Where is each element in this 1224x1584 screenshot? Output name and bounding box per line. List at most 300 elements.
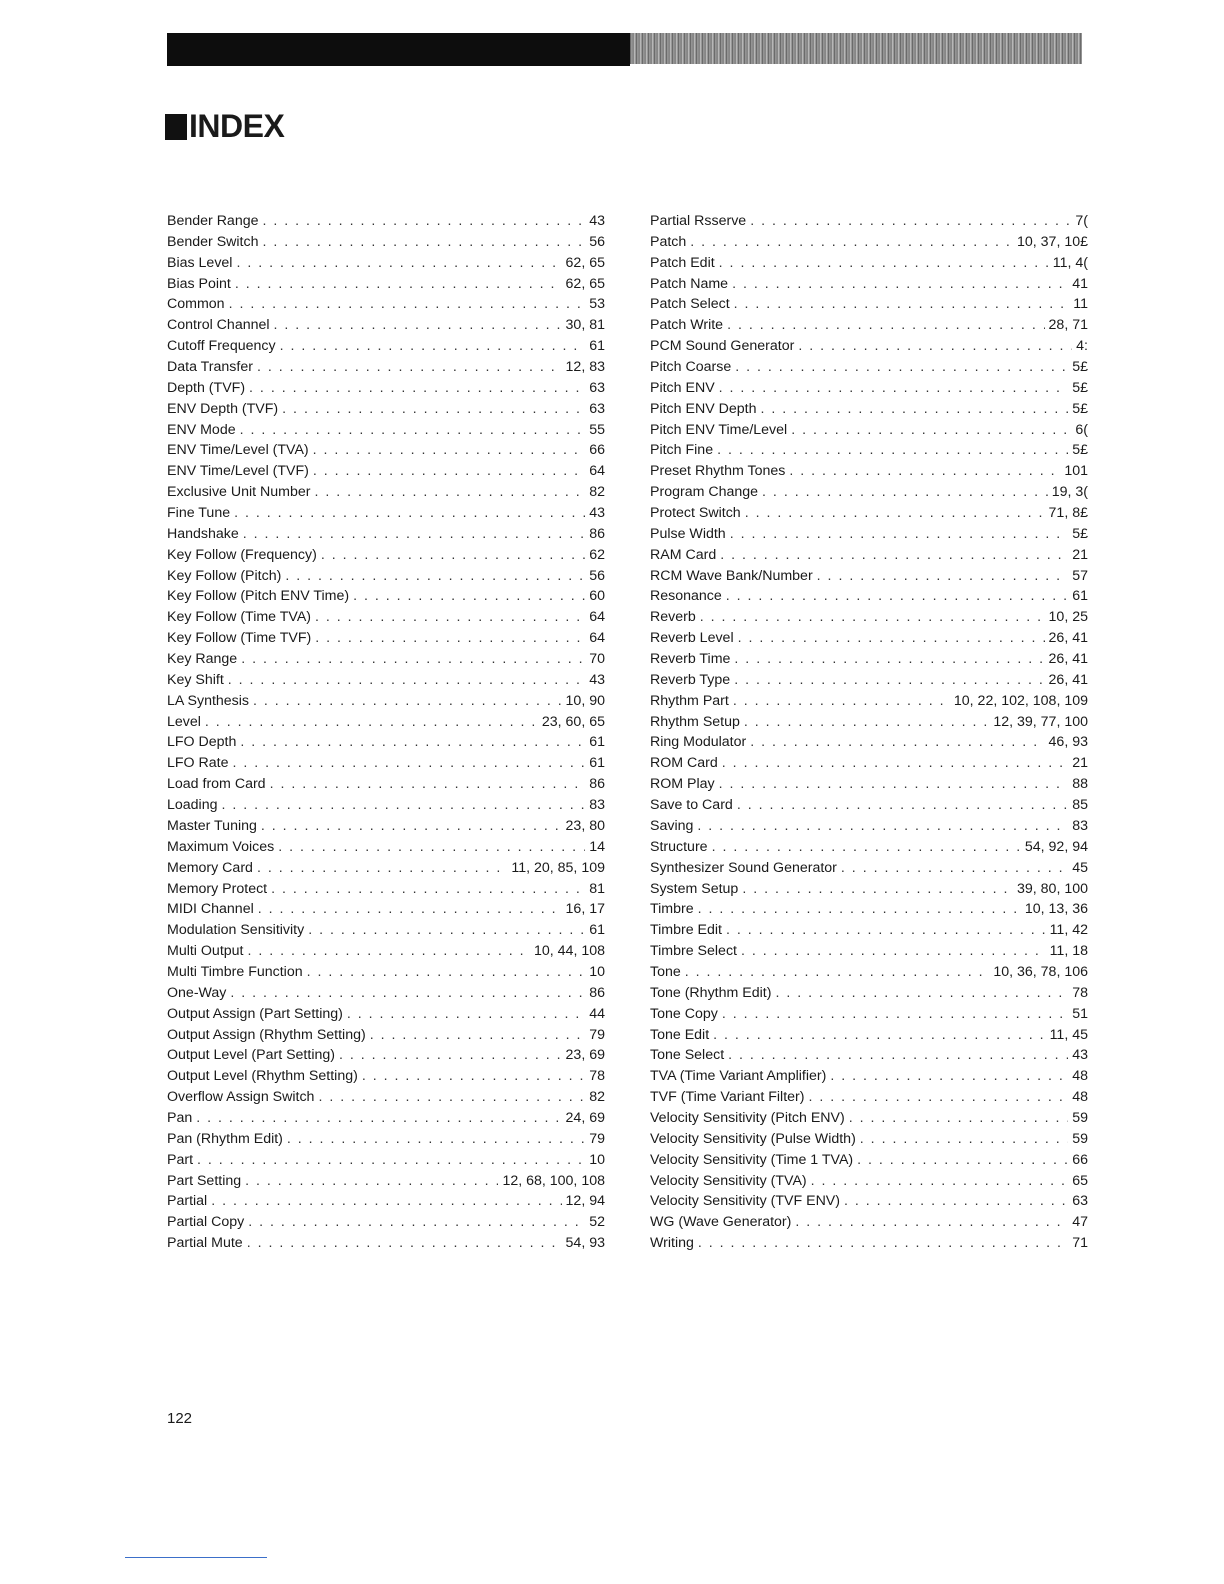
index-entry xyxy=(167,670,605,691)
index-entry xyxy=(167,941,605,962)
index-entry xyxy=(167,1212,605,1233)
index-term: Bender Range xyxy=(167,213,259,229)
index-pages: 10, 13, 36 xyxy=(1024,901,1088,918)
dot-leader xyxy=(353,586,585,607)
index-pages: 5£ xyxy=(1072,359,1088,376)
index-pages: 53 xyxy=(589,296,605,313)
index-pages: 78 xyxy=(1072,984,1088,1001)
dot-leader xyxy=(339,1045,562,1066)
index-entry xyxy=(167,1191,605,1212)
index-pages: 88 xyxy=(1072,776,1088,793)
index-term: Preset Rhythm Tones xyxy=(650,463,786,480)
index-term: Tone xyxy=(650,963,681,980)
index-term: Pitch ENV Depth xyxy=(650,400,757,417)
index-term: Patch xyxy=(650,233,687,250)
index-pages: 21 xyxy=(1072,546,1088,563)
dot-leader xyxy=(737,795,1068,816)
index-entry xyxy=(650,1150,1088,1171)
index-entry xyxy=(167,628,605,649)
index-entry xyxy=(167,461,605,482)
index-pages: 54, 92, 94 xyxy=(1024,838,1088,855)
index-pages: 23, 60, 65 xyxy=(541,713,605,730)
dot-leader xyxy=(700,607,1045,628)
dot-leader xyxy=(307,962,586,983)
index-entry xyxy=(167,524,605,545)
dot-leader xyxy=(318,1087,585,1108)
index-entry xyxy=(167,1108,605,1129)
index-pages: 86 xyxy=(589,525,605,542)
index-entry xyxy=(167,732,605,753)
index-term: ENV Time/Level (TVF) xyxy=(167,463,309,480)
index-pages: 11, 20, 85, 109 xyxy=(511,859,605,876)
index-term: Pulse Width xyxy=(650,525,726,542)
dot-leader xyxy=(760,399,1068,420)
index-term: Writing xyxy=(650,1235,694,1252)
index-term: Structure xyxy=(650,838,708,855)
index-pages: 48 xyxy=(1072,1089,1088,1106)
index-pages: 5£ xyxy=(1072,525,1088,542)
index-pages: 86 xyxy=(589,984,605,1001)
dot-leader xyxy=(734,294,1070,315)
index-pages: 48 xyxy=(1072,1068,1088,1085)
index-term: Partial Mute xyxy=(167,1235,243,1252)
index-pages: 83 xyxy=(589,797,605,814)
index-entry xyxy=(650,899,1088,920)
index-term: Bias Level xyxy=(167,254,233,271)
index-entry xyxy=(167,1129,605,1150)
index-entry xyxy=(650,1171,1088,1192)
index-entry xyxy=(650,336,1088,357)
index-entry xyxy=(650,1087,1088,1108)
index-term: LFO Rate xyxy=(167,755,229,772)
dot-leader xyxy=(270,774,586,795)
dot-leader xyxy=(240,420,586,441)
index-pages: 66 xyxy=(1072,1151,1088,1168)
dot-leader xyxy=(280,336,586,357)
index-entry xyxy=(650,586,1088,607)
dot-leader xyxy=(228,670,585,691)
dot-leader xyxy=(728,1045,1068,1066)
index-pages: 64 xyxy=(589,463,605,480)
index-pages: 12, 39, 77, 100 xyxy=(993,713,1088,730)
index-entry xyxy=(167,983,605,1004)
index-term: Master Tuning xyxy=(167,817,257,834)
dot-leader xyxy=(263,211,586,232)
index-pages: 55 xyxy=(589,421,605,438)
index-entry xyxy=(167,774,605,795)
dot-leader xyxy=(308,920,585,941)
index-term: Output Assign (Part Setting) xyxy=(167,1005,343,1022)
index-term: Rhythm Setup xyxy=(650,713,740,730)
index-pages: 82 xyxy=(589,484,605,501)
index-term: ENV Time/Level (TVA) xyxy=(167,442,309,459)
index-entry xyxy=(650,879,1088,900)
index-term: Synthesizer Sound Generator xyxy=(650,859,837,876)
index-term: Part xyxy=(167,1151,194,1168)
index-pages: 10 xyxy=(589,963,605,980)
index-term: Timbre Edit xyxy=(650,922,723,939)
dot-leader xyxy=(274,315,562,336)
index-pages: 63 xyxy=(589,379,605,396)
dot-leader xyxy=(730,524,1069,545)
index-pages: 82 xyxy=(589,1089,605,1106)
index-term: TVA (Time Variant Amplifier) xyxy=(650,1068,827,1085)
index-term: Bias Point xyxy=(167,275,231,292)
index-term: Loading xyxy=(167,797,218,814)
index-entry xyxy=(650,837,1088,858)
dot-leader xyxy=(720,545,1068,566)
page-title-text: INDEX xyxy=(189,108,285,144)
index-column-left xyxy=(167,211,605,1254)
page-title xyxy=(165,108,284,145)
dot-leader xyxy=(734,670,1044,691)
index-pages: 62 xyxy=(589,546,605,563)
index-pages: 12, 94 xyxy=(565,1193,605,1210)
index-entry xyxy=(167,566,605,587)
index-entry xyxy=(650,732,1088,753)
index-entry xyxy=(650,649,1088,670)
index-term: Data Transfer xyxy=(167,359,253,376)
index-pages: 46, 93 xyxy=(1048,734,1088,751)
index-term: Program Change xyxy=(650,484,759,501)
index-term: Key Follow (Pitch ENV Time) xyxy=(167,588,350,605)
index-pages: 26, 41 xyxy=(1048,651,1088,668)
dot-leader xyxy=(347,1004,585,1025)
index-pages: 81 xyxy=(589,880,605,897)
index-entry xyxy=(167,1025,605,1046)
index-term: Level xyxy=(167,713,201,730)
index-pages: 56 xyxy=(589,233,605,250)
dot-leader xyxy=(860,1129,1068,1150)
index-term: Protect Switch xyxy=(650,505,741,522)
dot-leader xyxy=(742,879,1013,900)
index-pages: 5£ xyxy=(1072,442,1088,459)
index-pages: 59 xyxy=(1072,1130,1088,1147)
dot-leader xyxy=(762,482,1048,503)
index-pages: 71 xyxy=(1072,1235,1088,1252)
index-term: Velocity Sensitivity (Pitch ENV) xyxy=(650,1109,845,1126)
header-bar xyxy=(167,33,630,66)
dot-leader xyxy=(712,837,1021,858)
dot-leader xyxy=(233,753,586,774)
index-entry xyxy=(167,649,605,670)
dot-leader xyxy=(262,232,585,253)
dot-leader xyxy=(258,899,562,920)
index-term: Output Level (Rhythm Setting) xyxy=(167,1068,358,1085)
index-entry xyxy=(167,607,605,628)
dot-leader xyxy=(313,461,585,482)
index-entry xyxy=(650,524,1088,545)
index-entry xyxy=(650,607,1088,628)
index-pages: 60 xyxy=(589,588,605,605)
index-entry xyxy=(167,712,605,733)
index-entry xyxy=(650,232,1088,253)
index-pages: 11, 42 xyxy=(1049,922,1088,939)
dot-leader xyxy=(795,1212,1068,1233)
dot-leader xyxy=(315,482,586,503)
dot-leader xyxy=(243,524,585,545)
index-term: Pan (Rhythm Edit) xyxy=(167,1130,283,1147)
index-entry xyxy=(650,294,1088,315)
index-term: Reverb xyxy=(650,609,696,626)
index-pages: 64 xyxy=(589,630,605,647)
index-pages: 10 xyxy=(589,1151,605,1168)
index-entry xyxy=(167,315,605,336)
dot-leader xyxy=(205,712,538,733)
index-entry xyxy=(167,858,605,879)
dot-leader xyxy=(857,1150,1068,1171)
index-entry xyxy=(650,1045,1088,1066)
index-term: Pan xyxy=(167,1109,193,1126)
index-entry xyxy=(167,336,605,357)
index-term: Resonance xyxy=(650,588,722,605)
dot-leader xyxy=(257,858,507,879)
index-entry xyxy=(650,420,1088,441)
index-entry xyxy=(650,503,1088,524)
index-entry xyxy=(167,1004,605,1025)
index-entry xyxy=(167,482,605,503)
index-entry xyxy=(650,1191,1088,1212)
index-pages: 83 xyxy=(1072,817,1088,834)
index-entry xyxy=(167,920,605,941)
index-pages: 12, 83 xyxy=(565,359,605,376)
index-term: Save to Card xyxy=(650,797,733,814)
dot-leader xyxy=(817,566,1069,587)
index-entry xyxy=(167,1150,605,1171)
index-entry xyxy=(167,816,605,837)
index-pages: 5£ xyxy=(1072,400,1088,417)
index-entry xyxy=(650,1066,1088,1087)
dot-leader xyxy=(713,1025,1045,1046)
index-pages: 66 xyxy=(589,442,605,459)
index-pages: 86 xyxy=(589,776,605,793)
dot-leader xyxy=(841,858,1068,879)
index-entry xyxy=(167,294,605,315)
index-entry xyxy=(167,545,605,566)
dot-leader xyxy=(726,920,1046,941)
index-pages: 45 xyxy=(1072,859,1088,876)
index-pages: 10, 25 xyxy=(1048,609,1088,626)
index-entry xyxy=(167,879,605,900)
index-term: Fine Tune xyxy=(167,505,231,522)
dot-leader xyxy=(261,816,562,837)
index-term: Cutoff Frequency xyxy=(167,338,276,355)
index-pages: 10, 90 xyxy=(565,692,605,709)
index-term: Key Follow (Pitch) xyxy=(167,567,282,584)
index-term: Multi Output xyxy=(167,943,244,960)
index-entry xyxy=(167,1171,605,1192)
index-term: Tone Edit xyxy=(650,1026,710,1043)
dot-leader xyxy=(849,1108,1068,1129)
index-term: One-Way xyxy=(167,984,227,1001)
index-pages: 39, 80, 100 xyxy=(1017,880,1088,897)
index-entry xyxy=(167,399,605,420)
dot-leader xyxy=(313,440,586,461)
index-pages: 26, 41 xyxy=(1048,630,1088,647)
dot-leader xyxy=(727,315,1044,336)
index-pages: 41 xyxy=(1072,275,1088,292)
dot-leader xyxy=(235,274,562,295)
dot-leader xyxy=(236,253,561,274)
index-term: ENV Depth (TVF) xyxy=(167,400,279,417)
index-pages: 16, 17 xyxy=(565,901,605,918)
index-entry xyxy=(650,1129,1088,1150)
dot-leader xyxy=(197,1150,585,1171)
index-pages: 61 xyxy=(589,734,605,751)
dot-leader xyxy=(697,816,1068,837)
index-term: Partial Copy xyxy=(167,1214,245,1231)
index-term: Pitch ENV xyxy=(650,379,715,396)
index-entry xyxy=(167,274,605,295)
index-pages: 19, 3( xyxy=(1051,484,1088,501)
index-term: Saving xyxy=(650,817,694,834)
index-term: Load from Card xyxy=(167,776,266,793)
dot-leader xyxy=(362,1066,585,1087)
index-entry xyxy=(650,1004,1088,1025)
dot-leader xyxy=(809,1087,1069,1108)
index-pages: 61 xyxy=(589,922,605,939)
index-pages: 23, 80 xyxy=(565,817,605,834)
index-entry xyxy=(650,1212,1088,1233)
index-entry xyxy=(167,1045,605,1066)
index-term: Overflow Assign Switch xyxy=(167,1089,315,1106)
index-term: Patch Edit xyxy=(650,254,715,271)
index-entry xyxy=(650,920,1088,941)
index-entry xyxy=(167,691,605,712)
index-pages: 11, 4( xyxy=(1052,254,1088,271)
index-entry xyxy=(650,983,1088,1004)
index-pages: 54, 93 xyxy=(565,1235,605,1252)
dot-leader xyxy=(722,753,1068,774)
index-term: Memory Card xyxy=(167,859,253,876)
index-term: Control Channel xyxy=(167,317,270,334)
index-entry xyxy=(167,1233,605,1254)
index-term: Exclusive Unit Number xyxy=(167,484,311,501)
dot-leader xyxy=(690,232,1013,253)
index-pages: 61 xyxy=(589,755,605,772)
index-pages: 11, 45 xyxy=(1049,1026,1088,1043)
dot-leader xyxy=(247,1233,562,1254)
dot-leader xyxy=(196,1108,561,1129)
dot-leader xyxy=(241,649,585,670)
index-term: Common xyxy=(167,296,225,313)
dot-leader xyxy=(321,545,585,566)
index-pages: 43 xyxy=(589,505,605,522)
index-entry xyxy=(650,274,1088,295)
index-term: Patch Select xyxy=(650,296,730,313)
dot-leader xyxy=(719,378,1069,399)
index-entry xyxy=(650,1108,1088,1129)
index-term: Bender Switch xyxy=(167,233,259,250)
dot-leader xyxy=(744,712,989,733)
index-entry xyxy=(650,378,1088,399)
index-entry xyxy=(650,1233,1088,1254)
index-term: Key Range xyxy=(167,651,238,668)
index-term: Patch Write xyxy=(650,317,724,334)
index-entry xyxy=(650,816,1088,837)
index-pages: 61 xyxy=(589,338,605,355)
dot-leader xyxy=(719,253,1049,274)
dot-leader xyxy=(229,294,586,315)
index-term: Output Assign (Rhythm Setting) xyxy=(167,1026,366,1043)
dot-leader xyxy=(315,607,585,628)
dot-leader xyxy=(750,211,1071,232)
index-term: Pitch Coarse xyxy=(650,359,732,376)
index-pages: 63 xyxy=(589,400,605,417)
index-term: RAM Card xyxy=(650,546,717,563)
dot-leader xyxy=(732,274,1068,295)
index-pages: 10, 37, 10£ xyxy=(1017,233,1088,250)
index-term: ENV Mode xyxy=(167,421,236,438)
index-entry xyxy=(650,253,1088,274)
dot-leader xyxy=(253,691,562,712)
index-pages: 44 xyxy=(589,1005,605,1022)
index-pages: 65 xyxy=(1072,1172,1088,1189)
index-entry xyxy=(650,315,1088,336)
dot-leader xyxy=(717,440,1068,461)
dot-leader xyxy=(271,879,585,900)
dot-leader xyxy=(789,461,1060,482)
dot-leader xyxy=(750,732,1044,753)
index-term: ROM Play xyxy=(650,776,715,793)
dot-leader xyxy=(741,941,1046,962)
index-entry xyxy=(167,837,605,858)
index-entry xyxy=(650,440,1088,461)
index-pages: 47 xyxy=(1072,1214,1088,1231)
index-pages: 62, 65 xyxy=(565,275,605,292)
index-entry xyxy=(167,253,605,274)
index-term: Reverb Type xyxy=(650,671,731,688)
index-term: Velocity Sensitivity (TVF ENV) xyxy=(650,1193,840,1210)
index-term: Partial Rsserve xyxy=(650,213,747,229)
index-entry xyxy=(650,774,1088,795)
index-pages: 78 xyxy=(589,1068,605,1085)
index-term: System Setup xyxy=(650,880,739,897)
index-entry xyxy=(167,440,605,461)
index-entry xyxy=(167,795,605,816)
index-pages: 62, 65 xyxy=(565,254,605,271)
index-entry xyxy=(650,712,1088,733)
index-term: Velocity Sensitivity (TVA) xyxy=(650,1172,807,1189)
index-pages: 70 xyxy=(589,651,605,668)
index-entry xyxy=(650,1025,1088,1046)
dot-leader xyxy=(735,357,1068,378)
index-pages: 30, 81 xyxy=(565,317,605,334)
index-term: Multi Timbre Function xyxy=(167,963,303,980)
index-pages: 4: xyxy=(1076,338,1088,355)
index-entry xyxy=(650,691,1088,712)
index-entry xyxy=(650,461,1088,482)
index-term: Key Follow (Frequency) xyxy=(167,546,317,563)
index-entry xyxy=(167,586,605,607)
index-pages: 79 xyxy=(589,1130,605,1147)
dot-leader xyxy=(248,1212,585,1233)
index-term: Velocity Sensitivity (Pulse Width) xyxy=(650,1130,856,1147)
index-pages: 10, 44, 108 xyxy=(534,943,605,960)
index-pages: 10, 22, 102, 108, 109 xyxy=(953,692,1088,709)
index-pages: 43 xyxy=(589,213,605,229)
index-entry xyxy=(650,962,1088,983)
index-pages: 11, 18 xyxy=(1049,943,1088,960)
index-pages: 43 xyxy=(1072,1047,1088,1064)
index-entry xyxy=(167,232,605,253)
index-entry xyxy=(650,941,1088,962)
dot-leader xyxy=(719,774,1069,795)
index-pages: 85 xyxy=(1072,797,1088,814)
dot-leader xyxy=(257,357,562,378)
index-term: MIDI Channel xyxy=(167,901,254,918)
dot-leader xyxy=(685,962,990,983)
